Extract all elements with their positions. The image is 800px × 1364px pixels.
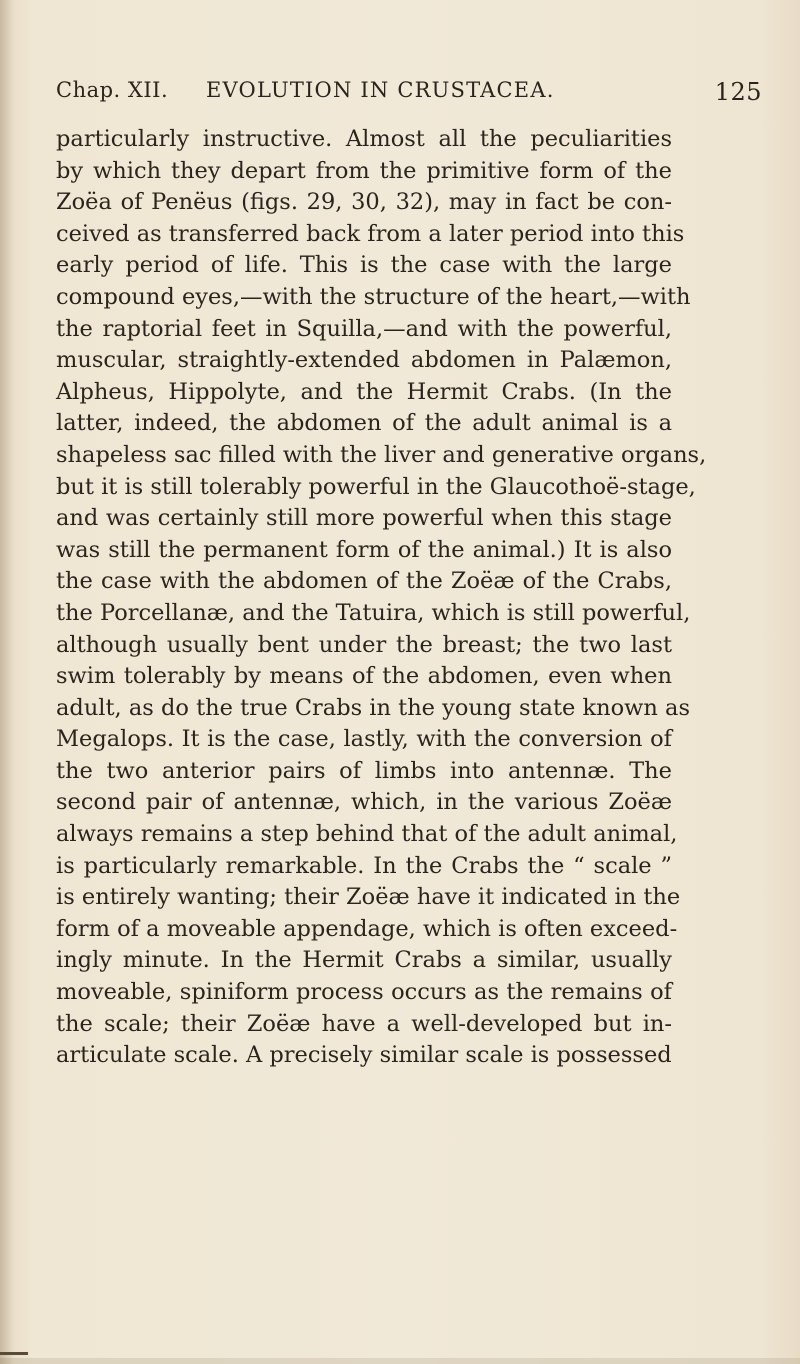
running-header xyxy=(56,78,762,112)
text-line: second pair of antennæ, which, in the various Zoëæ xyxy=(56,789,672,816)
text-line: is particularly remarkable. In the Crabs the “ scale ” xyxy=(56,852,672,879)
text-line: latter, indeed, the abdomen of the adult animal is a xyxy=(56,410,672,437)
gutter-shadow xyxy=(0,0,14,1364)
text-line: is entirely wanting; their Zoëæ have it indicated in the xyxy=(56,884,681,911)
text-line: form of a moveable appendage, which is often exceed- xyxy=(56,915,678,942)
text-line: and was certainly still more powerful when this stage xyxy=(56,505,672,532)
text-line: was still the permanent form of the animal.) It is also xyxy=(56,536,672,563)
text-line: ingly minute. In the Hermit Crabs a similar, usually xyxy=(56,947,672,974)
text-line: the raptorial feet in Squilla,—and with the powerful, xyxy=(56,315,672,342)
text-line: particularly instructive. Almost all the peculiarities xyxy=(56,126,672,152)
body-paragraph xyxy=(56,124,707,1072)
text-line: but it is still tolerably powerful in the Glaucothoë-stage, xyxy=(56,473,696,500)
text-line: Megalops. It is the case, lastly, with the conversion of xyxy=(56,726,672,753)
page-number: 125 xyxy=(714,78,762,106)
text-line: moveable, spiniform process occurs as the remains of xyxy=(56,979,672,1006)
text-line: compound eyes,—with the structure of the heart,—with xyxy=(56,283,691,310)
chapter-label: Chap. XII. xyxy=(56,78,169,102)
text-line: the case with the abdomen of the Zoëæ of the Crabs, xyxy=(56,568,672,595)
text-line: Alpheus, Hippolyte, and the Hermit Crabs. (In the xyxy=(56,378,672,405)
running-title: EVOLUTION IN CRUSTACEA. xyxy=(206,78,555,102)
text-line: articulate scale. A precisely similar scale is possessed xyxy=(56,1042,672,1069)
text-line: although usually bent under the breast; the two last xyxy=(56,631,672,658)
text-line: the scale; their Zoëæ have a well-developed but in- xyxy=(56,1010,672,1037)
text-line: adult, as do the true Crabs in the young state known as xyxy=(56,694,690,721)
scan-edge-mark xyxy=(0,1352,28,1355)
text-line: muscular, straightly-extended abdomen in Palæmon, xyxy=(56,347,672,374)
text-line: Zoëa of Penëus (figs. 29, 30, 32), may in fact be con- xyxy=(56,189,672,216)
text-line: ceived as transferred back from a later period into this xyxy=(56,220,685,247)
text-line: early period of life. This is the case with the large xyxy=(56,252,672,279)
text-line: the Porcellanæ, and the Tatuira, which is still powerful, xyxy=(56,599,691,626)
text-line: the two anterior pairs of limbs into antennæ. The xyxy=(56,757,672,784)
text-line: always remains a step behind that of the adult animal, xyxy=(56,821,678,848)
text-line: swim tolerably by means of the abdomen, even when xyxy=(56,663,672,690)
page-bottom-edge xyxy=(0,1358,800,1364)
text-line: shapeless sac filled with the liver and generative organs, xyxy=(56,441,707,468)
text-line: by which they depart from the primitive form of the xyxy=(56,157,672,184)
